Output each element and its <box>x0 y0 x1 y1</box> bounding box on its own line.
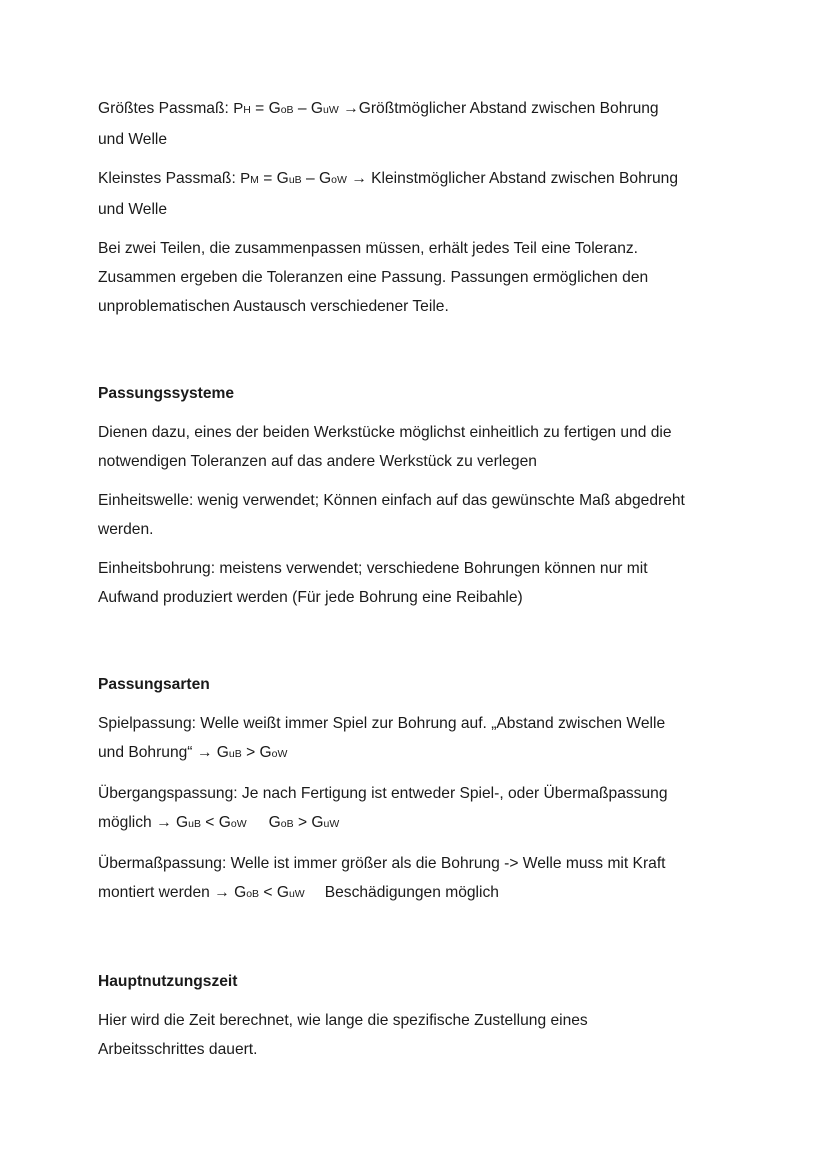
paragraph-uebergangspassung <box>98 779 748 839</box>
formula-subscript: uW <box>323 104 339 116</box>
text-line: Einheitswelle: wenig verwendet; Können einfach auf das gewünschte Maß abgedreht <box>98 492 685 509</box>
text-line: montiert werden → G <box>98 884 247 901</box>
formula-symbol: P <box>240 170 251 187</box>
text-line: Aufwand produziert werden (Für jede Bohrung eine Reibahle) <box>98 589 523 606</box>
term-label: Kleinstes Passmaß: <box>98 170 241 187</box>
paragraph-hauptnutzungszeit <box>98 1006 748 1064</box>
formula-subscript: uW <box>323 818 340 830</box>
formula-subscript: H <box>243 104 251 116</box>
paragraph-groesstes-passmass <box>98 94 748 154</box>
formula-subscript: uB <box>228 748 242 760</box>
paragraph-einheitsbohrung <box>98 554 748 612</box>
section-gap <box>98 331 748 379</box>
paragraph-kleinstes-passmass <box>98 164 748 224</box>
heading-passungsarten: Passungsarten <box>98 676 210 693</box>
paragraph-passungssysteme-intro <box>98 418 748 476</box>
formula-subscript: oB <box>280 104 294 116</box>
formula-subscript: uW <box>288 888 305 900</box>
text-line: Bei zwei Teilen, die zusammenpassen müssen, erhält jedes Teil eine Toleranz. <box>98 240 639 257</box>
paragraph-toleranz <box>98 234 748 321</box>
text-line: werden. <box>98 521 154 538</box>
formula-subscript: oW <box>331 174 347 186</box>
paragraph-einheitswelle <box>98 486 748 544</box>
formula-part: = G <box>258 170 289 187</box>
text-line: und Welle <box>98 131 168 148</box>
section-gap <box>98 919 748 967</box>
formula-part: – G <box>301 170 332 187</box>
heading-hauptnutzungszeit: Hauptnutzungszeit <box>98 973 238 990</box>
formula-part: > G <box>293 814 324 831</box>
formula-part: G <box>268 814 281 831</box>
arrow-icon: → <box>338 100 359 117</box>
text-line: Dienen dazu, eines der beiden Werkstücke möglichst einheitlich zu fertigen und die <box>98 424 672 441</box>
text-line: Kleinstmöglicher Abstand zwischen Bohrung <box>371 170 678 187</box>
formula-subscript: oB <box>280 818 294 830</box>
formula-part: > G <box>241 744 272 761</box>
formula-symbol: P <box>233 100 244 117</box>
text-line: Größtmöglicher Abstand zwischen Bohrung <box>358 100 659 117</box>
text-line: unproblematischen Austausch verschiedener Teile. <box>98 298 449 315</box>
text-line: Zusammen ergeben die Toleranzen eine Passung. Passungen ermöglichen den <box>98 269 649 286</box>
term-label: Größtes Passmaß: <box>98 100 234 117</box>
formula-part: < G <box>200 814 231 831</box>
formula-subscript: M <box>250 174 259 186</box>
text-line: Hier wird die Zeit berechnet, wie lange die spezifische Zustellung eines <box>98 1012 588 1029</box>
paragraph-spielpassung <box>98 709 748 769</box>
heading-passungssysteme: Passungssysteme <box>98 385 235 402</box>
formula-part: – G <box>293 100 324 117</box>
text-line: Übermaßpassung: Welle ist immer größer als die Bohrung -> Welle muss mit Kraft <box>98 855 666 872</box>
formula-subscript: uB <box>188 818 201 830</box>
text-line: Übergangspassung: Je nach Fertigung ist entweder Spiel-, oder Übermaßpassung <box>98 785 668 802</box>
text-line: Beschädigungen möglich <box>324 884 499 901</box>
text-line: möglich → G <box>98 814 189 831</box>
text-line: Arbeitsschrittes dauert. <box>98 1041 258 1058</box>
text-line: und Welle <box>98 201 168 218</box>
paragraph-uebermasspassung <box>98 849 748 909</box>
section-gap <box>98 622 748 670</box>
formula-part: < G <box>259 884 289 901</box>
formula-subscript: oW <box>230 818 247 830</box>
text-line: notwendigen Toleranzen auf das andere Werkstück zu verlegen <box>98 453 537 470</box>
formula-subscript: oW <box>271 748 288 760</box>
document-page <box>98 94 748 1074</box>
formula-part: = G <box>250 100 281 117</box>
formula-subscript: oB <box>246 888 260 900</box>
formula-subscript: uB <box>288 174 302 186</box>
text-line: Spielpassung: Welle weißt immer Spiel zur Bohrung auf. „Abstand zwischen Welle <box>98 715 666 732</box>
text-line: Einheitsbohrung: meistens verwendet; verschiedene Bohrungen können nur mit <box>98 560 648 577</box>
arrow-icon: → <box>346 170 372 187</box>
text-line: und Bohrung“ → G <box>98 744 229 761</box>
